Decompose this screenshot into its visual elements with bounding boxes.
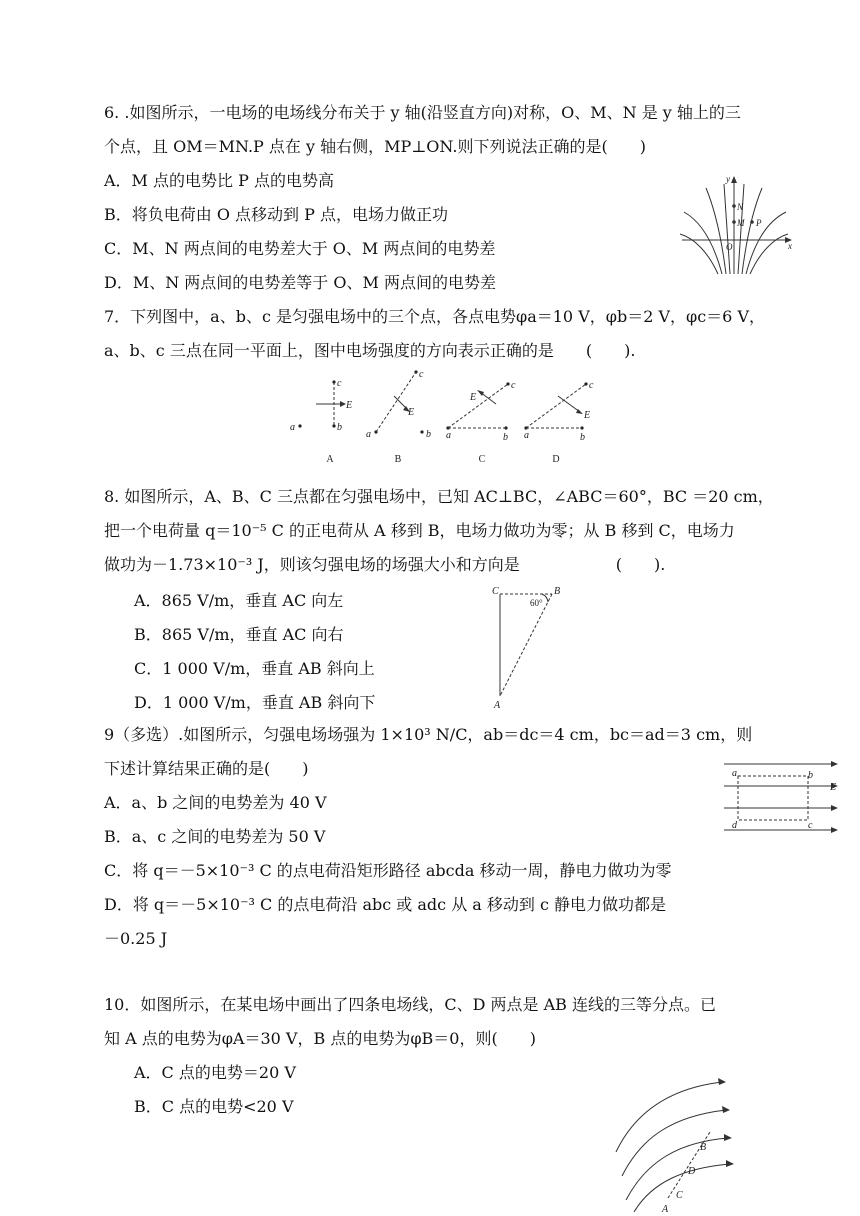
q7-caption-d: D bbox=[552, 454, 560, 465]
q10-label-b: B bbox=[700, 1142, 707, 1153]
q8-stem-line3: 做功为－1.73×10⁻³ J，则该匀强电场的场强大小和方向是 ( ). bbox=[104, 555, 666, 574]
q9-label-a: a bbox=[732, 768, 737, 779]
q7-d-label-b: b bbox=[580, 432, 585, 443]
q7-b-label-c: c bbox=[419, 370, 424, 380]
q10-field-line-figure bbox=[612, 1076, 742, 1212]
q8-stem-line1: 8. 如图所示，A、B、C 三点都在匀强电场中，已知 AC⊥BC，∠ABC＝60°，BC ＝20 cm， bbox=[104, 487, 774, 506]
q7-b-label-e: E bbox=[408, 407, 415, 418]
q6-option-b: B．将负电荷由 O 点移动到 P 点，电场力做正功 bbox=[104, 205, 448, 224]
q10-stem-line2: 知 A 点的电势为φA＝30 V，B 点的电势为φB＝0，则( ) bbox=[104, 1029, 536, 1048]
q7-b-label-a: a bbox=[366, 429, 371, 440]
q7-caption-b: B bbox=[394, 454, 402, 465]
q7-c-label-a: a bbox=[446, 430, 451, 441]
q6-label-x: x bbox=[788, 241, 792, 251]
q7-a-label-b: b bbox=[337, 422, 342, 433]
q6-label-n: N bbox=[737, 202, 744, 212]
q6-field-line-figure bbox=[676, 172, 796, 278]
q7-c-label-c: c bbox=[511, 380, 516, 391]
q9-stem-line1: 9（多选）.如图所示，匀强电场场强为 1×10³ N/C，ab＝dc＝4 cm，bc＝ad＝3 cm，则 bbox=[104, 725, 753, 744]
q8-stem-line2: 把一个电荷量 q＝10⁻⁵ C 的正电荷从 A 移到 B，电场力做功为零；从 B 移到 C，电场力 bbox=[104, 521, 735, 540]
q10-label-a: A bbox=[662, 1204, 669, 1212]
q9-option-c: C．将 q＝－5×10⁻³ C 的点电荷沿矩形路径 abcda 移动一周，静电力做功为零 bbox=[104, 861, 672, 880]
q7-d-label-c: c bbox=[589, 380, 594, 391]
q8-option-c: C．1 000 V/m，垂直 AB 斜向上 bbox=[134, 659, 375, 678]
q6-stem-line2: 个点，且 OM＝MN.P 点在 y 轴右侧，MP⊥ON.则下列说法正确的是( ) bbox=[104, 137, 646, 156]
q7-options-figure bbox=[286, 370, 606, 470]
q6-label-y: y bbox=[726, 174, 730, 184]
q9-label-e: E bbox=[830, 782, 837, 793]
q7-stem-line2: a、b、c 三点在同一平面上，图中电场强度的方向表示正确的是 ( ). bbox=[104, 341, 636, 360]
q8-option-a: A．865 V/m，垂直 AC 向左 bbox=[134, 591, 344, 610]
q9-stem-line2: 下述计算结果正确的是( ) bbox=[104, 759, 309, 778]
q6-option-c: C．M、N 两点间的电势差大于 O、M 两点间的电势差 bbox=[104, 239, 496, 258]
q8-triangle-figure bbox=[488, 584, 574, 710]
q6-option-d: D．M、N 两点间的电势差等于 O、M 两点间的电势差 bbox=[104, 273, 496, 292]
q8-option-b: B．865 V/m，垂直 AC 向右 bbox=[134, 625, 344, 644]
q10-stem-line1: 10．如图所示，在某电场中画出了四条电场线，C、D 两点是 AB 连线的三等分点。已 bbox=[104, 995, 717, 1014]
q10-label-c: C bbox=[676, 1190, 683, 1201]
q9-rectangle-field-figure bbox=[720, 756, 844, 836]
q9-option-d-line1: D．将 q＝－5×10⁻³ C 的点电荷沿 abc 或 adc 从 a 移动到 c 静电力做功都是 bbox=[104, 895, 667, 914]
q9-option-d-line2: －0.25 J bbox=[104, 929, 168, 948]
q10-option-a: A．C 点的电势＝20 V bbox=[134, 1063, 296, 1082]
q7-stem-line1: 7．下列图中，a、b、c 是匀强电场中的三个点，各点电势φa＝10 V，φb＝2 V，φc＝6 V， bbox=[104, 307, 766, 326]
q7-a-label-a: a bbox=[290, 422, 295, 433]
q7-a-label-c: c bbox=[337, 378, 342, 389]
q6-label-p: P bbox=[756, 218, 762, 228]
q8-option-d: D．1 000 V/m，垂直 AB 斜向下 bbox=[134, 693, 376, 712]
q9-option-b: B．a、c 之间的电势差为 50 V bbox=[104, 827, 326, 846]
q8-angle-label: 60° bbox=[530, 598, 543, 608]
q9-option-a: A．a、b 之间的电势差为 40 V bbox=[104, 793, 327, 812]
q6-label-o: O bbox=[726, 242, 733, 252]
q7-caption-c: C bbox=[478, 454, 486, 465]
q7-caption-a: A bbox=[326, 454, 334, 465]
q6-label-m: M bbox=[737, 218, 745, 228]
q9-label-d: d bbox=[732, 820, 737, 831]
q8-label-a: A bbox=[494, 700, 501, 710]
q6-stem-line1: 6. .如图所示，一电场的电场线分布关于 y 轴(沿竖直方向)对称，O、M、N 是 y 轴上的三 bbox=[104, 103, 741, 122]
q9-label-c: c bbox=[808, 820, 813, 831]
q7-d-label-e: E bbox=[584, 410, 591, 421]
q8-label-b: B bbox=[554, 586, 561, 597]
q9-label-b: b bbox=[808, 770, 813, 781]
q10-label-d: D bbox=[688, 1166, 696, 1177]
q7-a-label-e: E bbox=[346, 400, 353, 411]
q10-option-b: B．C 点的电势<20 V bbox=[134, 1097, 294, 1116]
q7-b-label-b: b bbox=[426, 429, 431, 440]
q7-d-label-a: a bbox=[524, 430, 529, 441]
q6-option-a: A．M 点的电势比 P 点的电势高 bbox=[104, 171, 334, 190]
q8-label-c: C bbox=[492, 586, 499, 597]
q7-c-label-b: b bbox=[503, 432, 508, 443]
q7-c-label-e: E bbox=[470, 392, 477, 403]
